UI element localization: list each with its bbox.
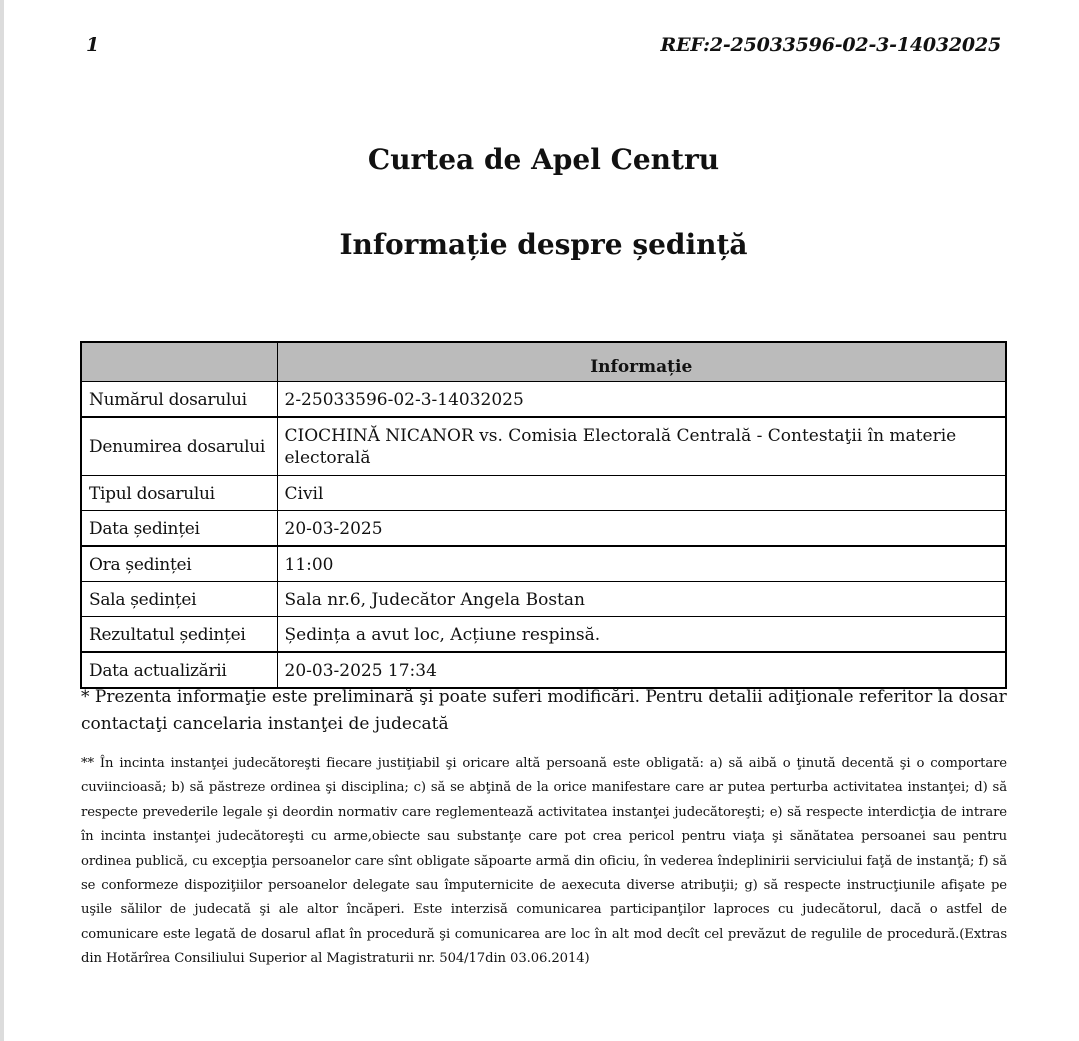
table-row: [81, 652, 1006, 688]
table-row: [81, 417, 1006, 476]
row-label-case-name: Denumirea dosarului: [81, 417, 277, 476]
row-value-case-type: Civil: [277, 476, 1006, 511]
table-row: [81, 382, 1006, 418]
row-value-session-result: Ședința a avut loc, Acțiune respinsă.: [277, 617, 1006, 653]
table-row: [81, 546, 1006, 582]
row-label-session-date: Data ședinței: [81, 511, 277, 547]
page-number: 1: [86, 34, 100, 56]
table-row: [81, 582, 1006, 617]
court-rules-note: ** În incinta instanţei judecătoreşti fiecare justiţiabil şi oricare altă persoană este obligată: a) să aibă o ţinută decentă şi o comportare cuviincioasă; b) să păstreze ordinea şi disciplina; c) să se abţină de la orice manifestare care ar putea perturba activitatea instanţei; d) să respecte prevederile legale şi deordin normativ care reglementează activitatea instanţei judecătoreşti; e) să respecte interdicţia de intrare în incinta instanţei judecătoreşti cu arme,obiecte sau substanţe care pot crea pericol pentru viaţa şi sănătatea persoanei sau pentru ordinea publică, cu excepţia persoanelor care sînt obligate săpoarte armă din oficiu, în vederea îndeplinirii serviciului faţă de instanţă; f) să se conformeze dispoziţiilor persoanelor delegate sau împuternicite de aexecuta diverse atribuţii; g) să respecte instrucţiunile afişate pe uşile sălilor de judecată şi ale altor încăperi. Este interzisă comunicarea participanţilor laproces cu judecătorul, dacă o astfel de comunicare este legată de dosarul aflat în procedură şi comunicarea are loc în alt mod decît cel prevăzut de regulile de procedură.(Extras din Hotărîrea Consiliului Superior al Magistraturii nr. 504/17din 03.06.2014): [81, 756, 1007, 967]
page-title: Informație despre ședință: [339, 228, 748, 261]
row-label-case-type: Tipul dosarului: [81, 476, 277, 511]
row-value-session-time: 11:00: [277, 546, 1006, 582]
row-label-case-number: Numărul dosarului: [81, 382, 277, 418]
row-value-session-room: Sala nr.6, Judecător Angela Bostan: [277, 582, 1006, 617]
preliminary-note: * Prezenta informaţie este preliminară şi poate suferi modificări. Pentru detalii adiţionale referitor la dosar contactaţi cancelaria instanţei de judecată: [81, 687, 1007, 734]
session-info-table: [80, 341, 1007, 689]
table-header-info: Informație: [277, 342, 1006, 382]
table-header-row: [81, 342, 1006, 382]
row-label-session-room: Sala ședinței: [81, 582, 277, 617]
table-row: [81, 511, 1006, 547]
row-value-case-number: 2-25033596-02-3-14032025: [277, 382, 1006, 418]
table-row: [81, 476, 1006, 511]
row-value-updated-date: 20-03-2025 17:34: [277, 652, 1006, 688]
table-header-blank: [81, 342, 277, 382]
row-label-updated-date: Data actualizării: [81, 652, 277, 688]
court-name: Curtea de Apel Centru: [367, 143, 720, 176]
reference-number: REF:2-25033596-02-3-14032025: [660, 34, 1001, 56]
table-row: [81, 617, 1006, 653]
row-value-case-name: CIOCHINĂ NICANOR vs. Comisia Electorală Centrală - Contestaţii în materie electorală: [277, 417, 1006, 476]
row-label-session-time: Ora ședinței: [81, 546, 277, 582]
row-value-session-date: 20-03-2025: [277, 511, 1006, 547]
row-label-session-result: Rezultatul ședinței: [81, 617, 277, 653]
